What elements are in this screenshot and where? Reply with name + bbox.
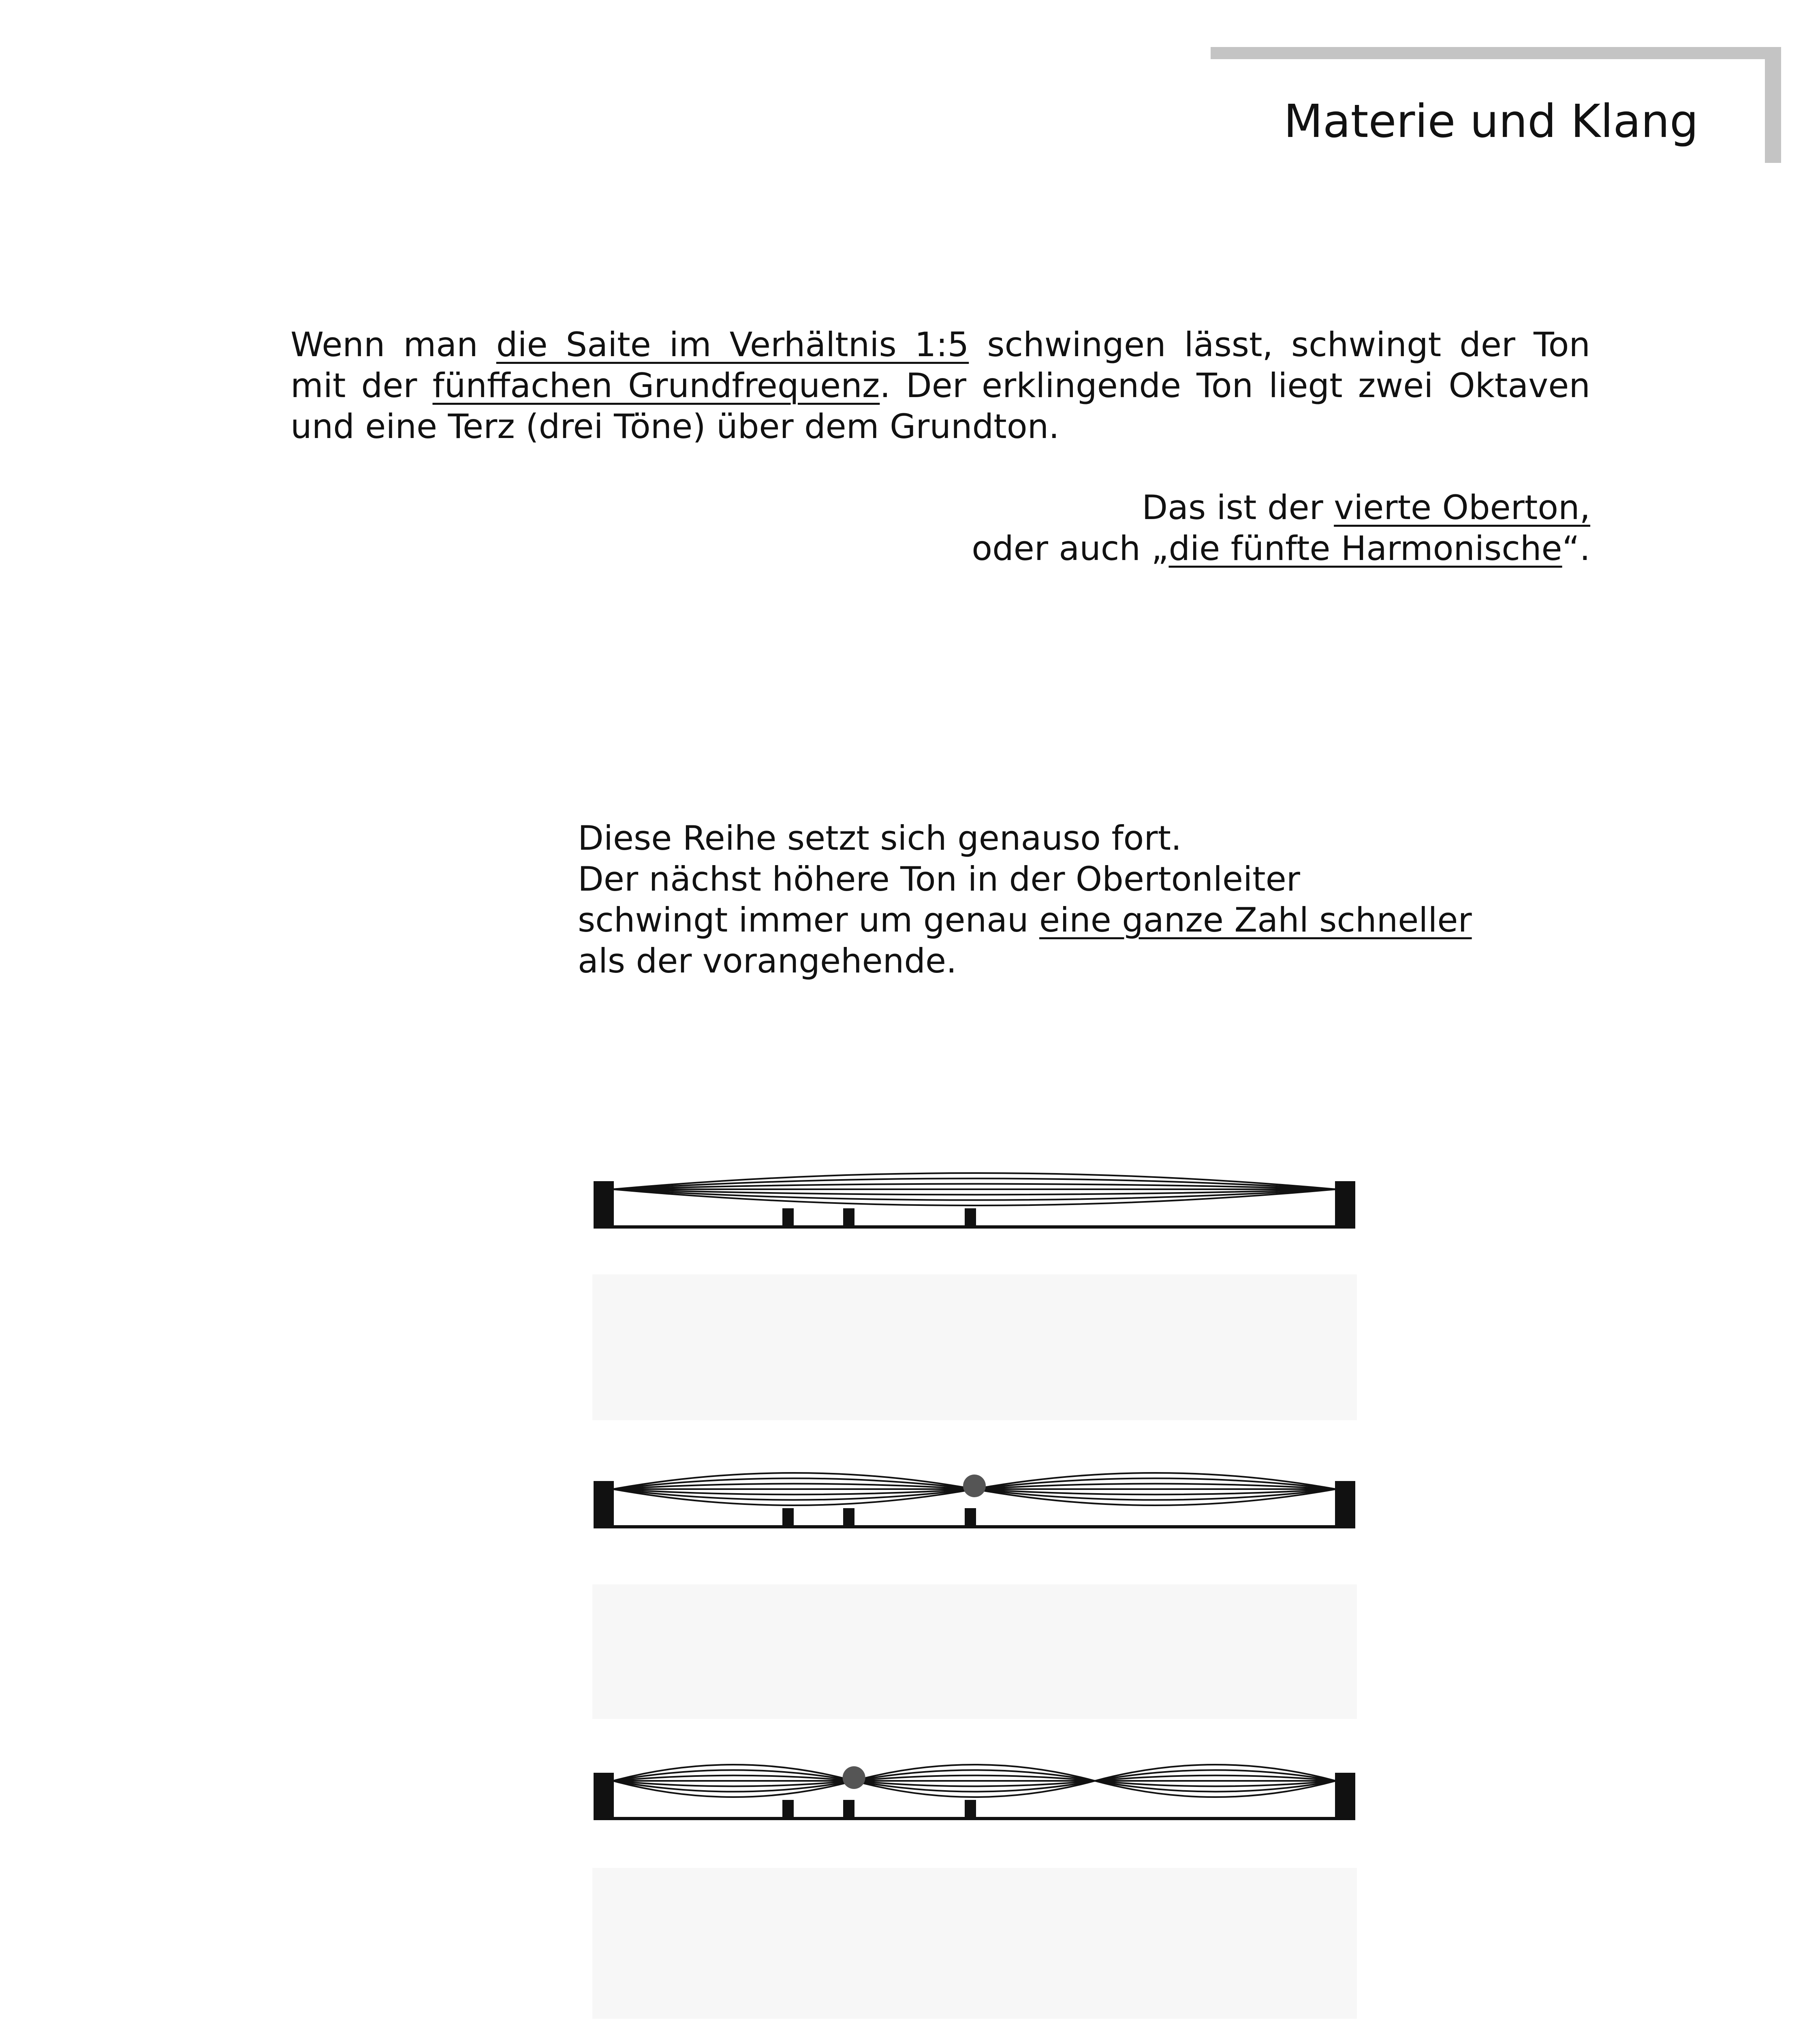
header-corner-mark xyxy=(1211,47,1781,59)
paragraph-line: schwingt immer um genau eine ganze Zahl schneller xyxy=(578,900,1472,940)
string-end-post-left xyxy=(594,1773,614,1820)
paragraph-fourth-overtone xyxy=(291,487,1590,569)
paragraph-overtone-series xyxy=(578,818,1631,981)
paragraph-line: Wenn man die Saite im Verhältnis 1:5 schwingen lässt, schwingt der Ton xyxy=(291,325,1590,364)
paragraph-fifth-frequency xyxy=(291,324,1590,447)
fret-marker xyxy=(965,1208,976,1228)
fret-marker xyxy=(782,1508,794,1528)
fret-marker xyxy=(843,1508,854,1528)
link-ganze-zahl-schneller[interactable]: eine ganze Zahl schneller xyxy=(1039,900,1472,940)
paragraph-line: und eine Terz (drei Töne) über dem Grundton. xyxy=(291,407,1060,446)
fret-marker xyxy=(843,1800,854,1819)
string-end-post-left xyxy=(594,1481,614,1528)
diagram-separator-panel xyxy=(592,1274,1357,1420)
paragraph-line: oder auch „die fünfte Harmonische“. xyxy=(972,529,1590,568)
string-end-post-right xyxy=(1335,1181,1355,1229)
paragraph-line: mit der fünffachen Grundfrequenz. Der erklingende Ton liegt zwei Oktaven xyxy=(291,366,1590,405)
link-fuenffache-grundfrequenz[interactable]: fünffachen Grundfrequenz xyxy=(432,366,880,405)
string-end-post-right xyxy=(1335,1773,1355,1820)
page-header-title: Materie und Klang xyxy=(1284,95,1698,148)
diagram-separator-panel xyxy=(592,1868,1357,2019)
link-vierter-oberton[interactable]: vierte Oberton, xyxy=(1334,488,1590,527)
node-marker-dot xyxy=(963,1475,986,1497)
diagram-separator-panel xyxy=(592,1584,1357,1719)
string-end-post-left xyxy=(594,1181,614,1229)
paragraph-line: Diese Reihe setzt sich genauso fort. xyxy=(578,819,1182,858)
header-corner-mark-vertical xyxy=(1765,47,1781,163)
paragraph-line: Das ist der vierte Oberton, xyxy=(1142,488,1590,527)
link-fuenfte-harmonische[interactable]: die fünfte Harmonische xyxy=(1168,529,1562,568)
paragraph-line: als der vorangehende. xyxy=(578,941,957,981)
fret-marker xyxy=(843,1208,854,1228)
string-diagram-second-harmonic xyxy=(590,1455,1359,1544)
node-marker-dot xyxy=(843,1766,865,1789)
string-end-post-right xyxy=(1335,1481,1355,1528)
string-diagram-third-harmonic xyxy=(590,1746,1359,1836)
string-diagram-fundamental xyxy=(590,1155,1359,1244)
paragraph-line: Der nächst höhere Ton in der Obertonleiter xyxy=(578,859,1300,899)
fret-marker xyxy=(782,1800,794,1819)
link-saite-verhaeltnis[interactable]: die Saite im Verhältnis 1:5 xyxy=(496,325,969,364)
fret-marker xyxy=(965,1508,976,1528)
fret-marker xyxy=(965,1800,976,1819)
fret-marker xyxy=(782,1208,794,1228)
